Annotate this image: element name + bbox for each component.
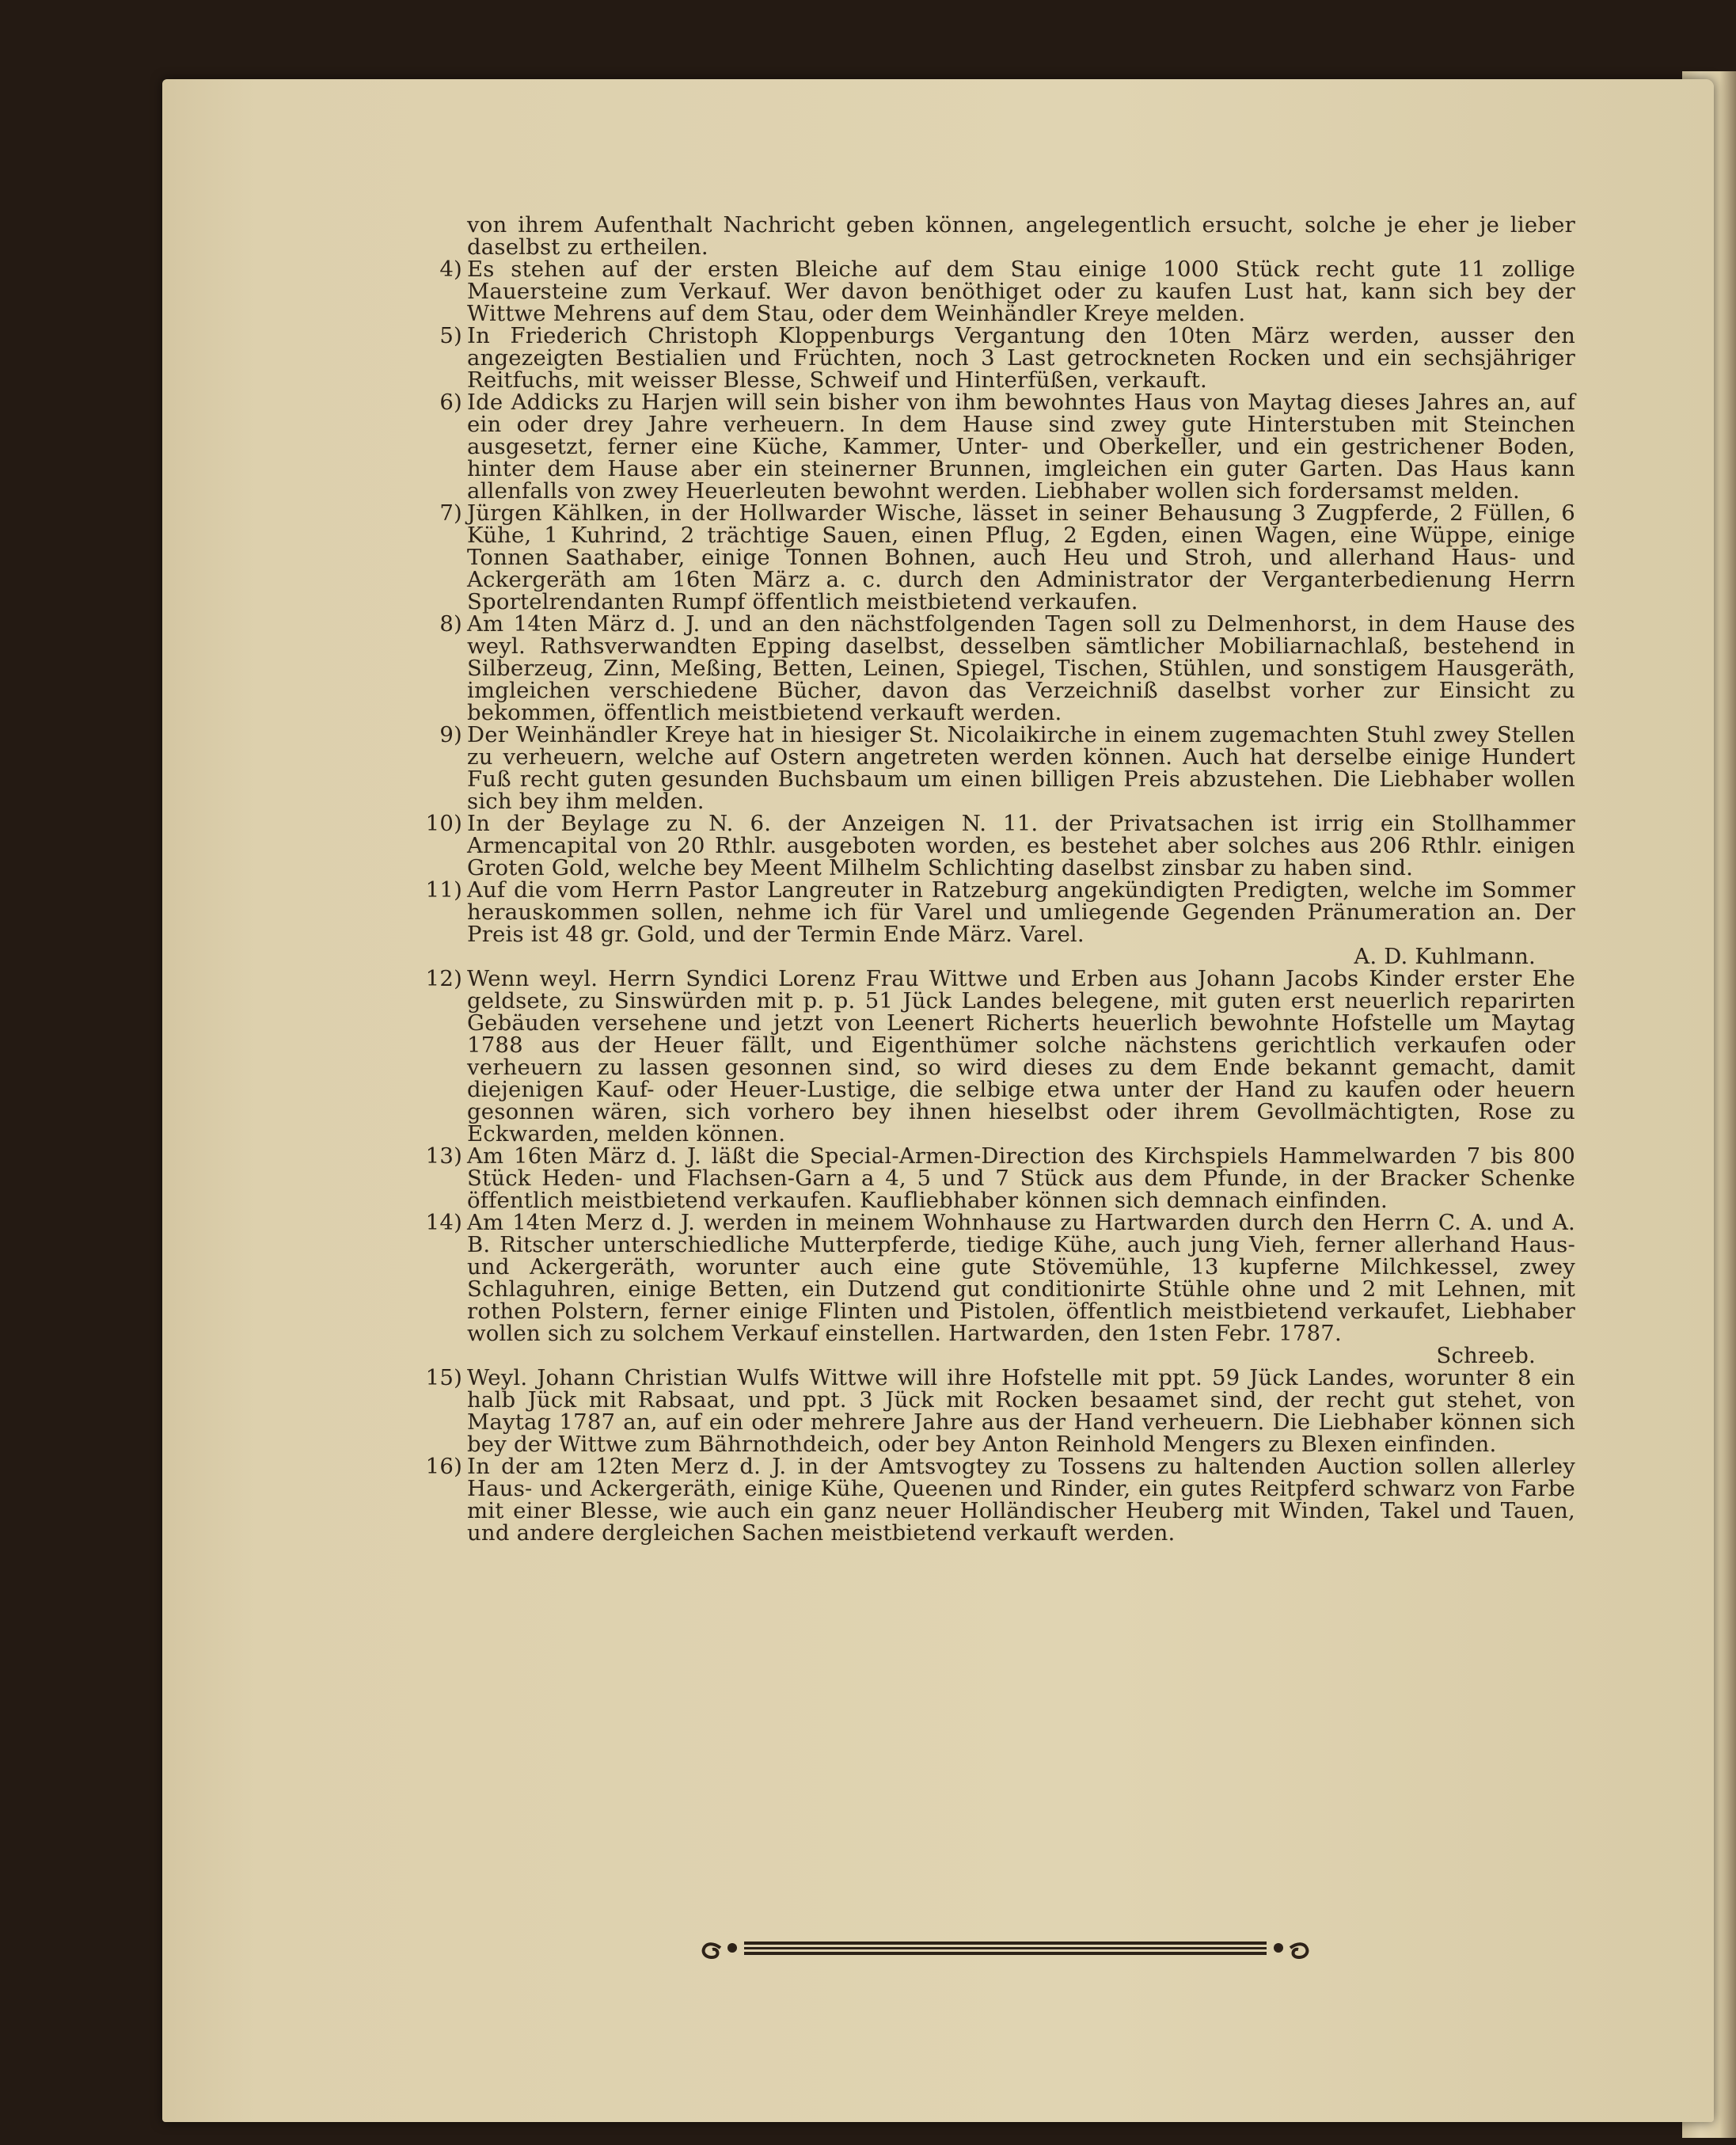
entry-4: 4) Es stehen auf der ersten Bleiche auf dem Stau einige 1000 Stück recht gute 11 zollige Mauersteine zum Verkauf. Wer davon benöthiget oder zu kaufen Lust hat, kann sich bey der Wittwe Mehrens auf dem Stau, oder dem Weinhändler Kreye melden. bbox=[439, 257, 1575, 326]
entry-6: 6) Ide Addicks zu Harjen will sein bisher von ihm bewohntes Haus von Maytag dieses Jahres an, auf ein oder drey Jahre verheuern. In dem Hause sind zwey gute Hinterstuben mit Steinchen ausgesetzt, ferner eine Küche, Kammer, Unter- und Oberkeller, und ein gestrichener Boden, hinter dem Hause aber ein steinerner Brunnen, imgleichen ein guter Garten. Das Haus kann allenfalls von zwey Heuerleuten bewohnt werden. Liebhaber wollen sich fordersamst melden. bbox=[439, 390, 1575, 504]
entry-13: 13) Am 16ten März d. J. läßt die Special-Armen-Direction des Kirchspiels Hammelwarden 7 bis 800 Stück Heden- und Flachsen-Garn a 4, 5 und 7 Stück aus dem Pfunde, in der Bracker Schenke öffentlich meistbietend verkaufen. Kaufliebhaber können sich demnach einfinden. bbox=[425, 1143, 1575, 1213]
entry-7: 7) Jürgen Kählken, in der Hollwarder Wische, lässet in seiner Behausung 3 Zugpferde, 2 Füllen, 6 Kühe, 1 Kuhrind, 2 trächtige Sauen, einen Pflug, 2 Egden, einen Wagen, eine Wüppe, einige Tonnen Saathaber, einige Tonnen Bohnen, auch Heu und Stroh, und allerhand Haus- und Ackergeräth am 16ten März a. c. durch den Administrator der Verganterbedienung Herrn Sportelrendanten Rumpf öffentlich meistbietend verkaufen. bbox=[439, 500, 1575, 614]
entry-11: 11) Auf die vom Herrn Pastor Langreuter in Ratzeburg angekündigten Predigten, welche im Sommer herauskommen sollen, nehme ich für Varel und umliegende Gegenden Pränumeration an. Der Preis ist 48 gr. Gold, und der Termin Ende März. Varel. bbox=[425, 877, 1575, 947]
signature-schreeb: Schreeb. bbox=[1436, 1343, 1536, 1368]
entry-14: 14) Am 14ten Merz d. J. werden in meinem Wohnhause zu Hartwarden durch den Herrn C. A. und A. B. Ritscher unterschiedliche Mutterpferde, tiedige Kühe, auch jung Vieh, ferner allerhand Haus- und Ackergeräth, worunter auch eine gute Stövemühle, 13 kupferne Milchkessel, zwey Schlaguhren, einige Betten, ein Dutzend gut conditionirte Stühle ohne und 2 mit Lehnen, mit rothen Polstern, ferner einige Flinten und Pistolen, öffentlich meistbietend verkaufet, Liebhaber wollen sich zu solchem Verkauf einstellen. Hartwarden, den 1sten Febr. 1787. bbox=[425, 1210, 1575, 1346]
entry-9: 9) Der Weinhändler Kreye hat in hiesiger St. Nicolaikirche in einem zugemachten Stuhl zwey Stellen zu verheuern, welche auf Ostern angetreten werden können. Auch hat derselbe einige Hundert Fuß recht guten gesunden Buchsbaum um einen billigen Preis abzustehen. Die Liebhaber wollen sich bey ihm melden. bbox=[439, 722, 1575, 814]
ornament-divider bbox=[697, 1932, 1314, 1964]
document-text bbox=[425, 212, 1575, 1546]
entry-8: 8) Am 14ten März d. J. und an den nächstfolgenden Tagen soll zu Delmenhorst, in dem Hause des weyl. Rathsverwandten Epping daselbst, desselben sämtlicher Mobiliarnachlaß, bestehend in Silberzeug, Zinn, Meßing, Betten, Leinen, Spiegel, Tischen, Stühlen, und sonstigem Hausgeräth, imgleichen verschiedene Bücher, davon das Verzeichniß daselbst vorher zur Einsicht zu bekommen, öffentlich meistbietend verkauft werden. bbox=[439, 611, 1575, 725]
entry-15: 15) Weyl. Johann Christian Wulfs Wittwe will ihre Hofstelle mit ppt. 59 Jück Landes, worunter 8 ein halb Jück mit Rabsaat, und ppt. 3 Jück mit Rocken besaamet sind, der recht gut stehet, von Maytag 1787 an, auf ein oder mehrere Jahre aus der Hand verheuern. Die Liebhaber können sich bey der Wittwe zum Bährnothdeich, oder bey Anton Reinhold Mengers zu Blexen einfinden. bbox=[425, 1365, 1575, 1457]
entry-10: 10) In der Beylage zu N. 6. der Anzeigen N. 11. der Privatsachen ist irrig ein Stollhammer Armencapital von 20 Rthlr. ausgeboten worden, es bestehet aber solches aus 206 Rthlr. einigen Groten Gold, welche bey Meent Milhelm Schlichting daselbst zinsbar zu haben sind. bbox=[425, 811, 1575, 880]
entry-16: 16) In der am 12ten Merz d. J. in der Amtsvogtey zu Tossens zu haltenden Auction sollen allerley Haus- und Ackergeräth, einige Kühe, Queenen und Rinder, ein gutes Reitpferd schwarz von Farbe mit einer Blesse, wie auch ein ganz neuer Holländischer Heuberg mit Winden, Takel und Tauen, und andere dergleichen Sachen meistbietend verkauft werden. bbox=[425, 1454, 1575, 1546]
entry-5: 5) In Friederich Christoph Kloppenburgs Vergantung den 10ten März werden, ausser den angezeigten Bestialien und Früchten, noch 3 Last getrockneten Rocken und ein sechsjähriger Reitfuchs, mit weisser Blesse, Schweif und Hinterfüßen, verkauft. bbox=[439, 323, 1575, 393]
signature-kuhlmann: A. D. Kuhlmann. bbox=[1354, 944, 1536, 969]
entry-continuation: von ihrem Aufenthalt Nachricht geben können, angelegentlich ersucht, solche je eher je lieber daselbst zu ertheilen. bbox=[467, 212, 1575, 260]
entry-12: 12) Wenn weyl. Herrn Syndici Lorenz Frau Wittwe und Erben aus Johann Jacobs Kinder erster Ehe geldsete, zu Sinswürden mit p. p. 51 Jück Landes belegene, mit guten erst neuerlich reparirten Gebäuden versehene und jetzt von Leenert Richerts heuerlich bewohnte Hofstelle um Maytag 1788 aus der Heuer fällt, und Eigenthümer solche nächstens gerichtlich verkaufen oder verheuern zu lassen gesonnen sind, so wird dieses zu dem Ende bekannt gemacht, damit diejenigen Kauf- oder Heuer-Lustige, die selbige etwa unter der Hand zu kaufen oder heuern gesonnen wären, sich vorhero bey ihnen hieselbst oder ihrem Gevollmächtigten, Rose zu Eckwarden, melden können. bbox=[425, 966, 1575, 1147]
